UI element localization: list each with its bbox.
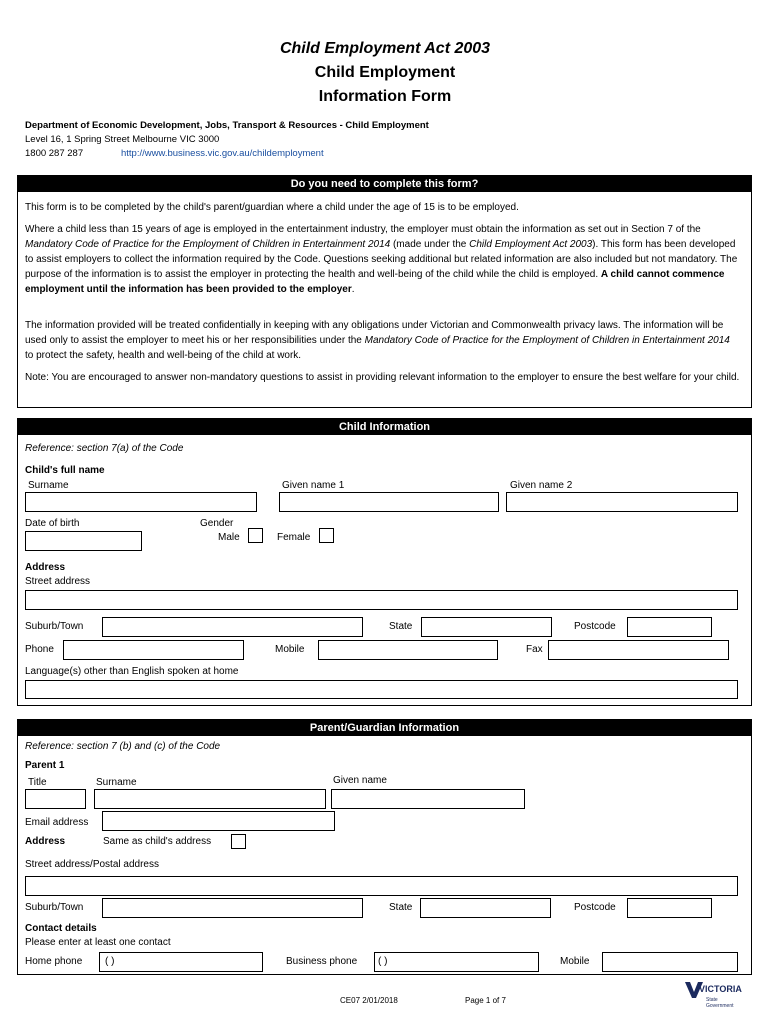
department-website-link[interactable]: http://www.business.vic.gov.au/childemployment	[121, 148, 324, 159]
child-male-checkbox[interactable]	[248, 528, 263, 543]
parent-same-address-checkbox[interactable]	[231, 834, 246, 849]
parent-contact-heading: Contact details	[25, 923, 97, 934]
child-reference: Reference: section 7(a) of the Code	[25, 443, 184, 454]
form-title-line1: Child Employment	[314, 64, 456, 81]
child-given2-input[interactable]	[506, 492, 738, 512]
parent-given-label: Given name	[333, 775, 387, 786]
child-street-label: Street address	[25, 576, 91, 587]
child-dob-label: Date of birth	[25, 518, 80, 529]
child-female-checkbox[interactable]	[319, 528, 334, 543]
parent-suburb-label: Suburb/Town	[25, 902, 84, 913]
child-languages-input[interactable]	[25, 680, 738, 699]
parent-address-heading: Address	[25, 836, 66, 847]
child-male-label: Male	[218, 532, 240, 543]
child-state-input[interactable]	[421, 617, 552, 637]
parent-suburb-input[interactable]	[102, 898, 363, 918]
child-mobile-label: Mobile	[275, 644, 305, 655]
parent-email-input[interactable]	[102, 811, 335, 831]
parent-surname-label: Surname	[96, 777, 137, 788]
form-title-line2: Information Form	[318, 88, 452, 105]
logo-sub1: State	[706, 997, 718, 1003]
child-mobile-input[interactable]	[318, 640, 498, 660]
child-address-heading: Address	[25, 562, 66, 573]
intro-paragraph-2: Where a child less than 15 years of age is employed in the entertainment industry, the employer must obtain the information as set out in Section 7 of the Mandatory Code of Practice for the Employment of Children in Entertainment 2014 (made under the Child Employment Act 2003). This form has been developed to assist employers to collect the information required by the Code. Questions seeking additional but related information are also included but not mandatory. The purpose of the information is to assist the employer in protecting the health and well-being of the child while the child is employed. A child cannot commence employment until the information has been provided to the employer.	[25, 224, 738, 295]
parent-mobile-label: Mobile	[560, 956, 590, 967]
department-address: Level 16, 1 Spring Street Melbourne VIC 3000	[25, 134, 220, 145]
child-heading: Child Information	[18, 419, 751, 435]
department-phone: 1800 287 287	[25, 148, 84, 159]
parent1-label: Parent 1	[25, 760, 65, 771]
home-phone-area-code: ( )	[105, 956, 115, 967]
child-female-label: Female	[277, 532, 311, 543]
intro-heading: Do you need to complete this form?	[18, 176, 751, 192]
child-street-input[interactable]	[25, 590, 738, 610]
child-postcode-input[interactable]	[627, 617, 712, 637]
logo-text: VICTORIA	[699, 984, 742, 994]
department-name: Department of Economic Development, Jobs, Transport & Resources - Child Employment	[25, 120, 429, 131]
parent-title-input[interactable]	[25, 789, 86, 809]
parent-state-input[interactable]	[420, 898, 551, 918]
child-dob-input[interactable]	[25, 531, 142, 551]
child-phone-label: Phone	[25, 644, 54, 655]
parent-home-phone-input[interactable]	[99, 952, 263, 972]
intro-paragraph-4: Note: You are encouraged to answer non-mandatory questions to assist in providing relevant information to the employer to ensure the best welfare for your child.	[25, 372, 740, 383]
page-number: Page 1 of 7	[465, 996, 506, 1005]
logo-sub2: Government	[706, 1003, 734, 1009]
child-section	[17, 418, 752, 706]
child-given2-label: Given name 2	[510, 480, 573, 491]
child-suburb-label: Suburb/Town	[25, 621, 84, 632]
child-fullname-label: Child's full name	[25, 465, 105, 476]
victoria-government-logo	[684, 980, 742, 1010]
child-fax-label: Fax	[526, 644, 543, 655]
child-surname-input[interactable]	[25, 492, 257, 512]
child-given1-input[interactable]	[279, 492, 499, 512]
child-surname-label: Surname	[28, 480, 69, 491]
parent-given-input[interactable]	[331, 789, 525, 809]
intro-paragraph-1: This form is to be completed by the child's parent/guardian where a child under the age of 15 is to be employed.	[25, 202, 519, 213]
parent-street-input[interactable]	[25, 876, 738, 896]
child-postcode-label: Postcode	[574, 621, 616, 632]
parent-email-label: Email address	[25, 817, 89, 828]
parent-title-label: Title	[28, 777, 47, 788]
parent-state-label: State	[389, 902, 413, 913]
child-state-label: State	[389, 621, 413, 632]
victoria-logo-icon	[684, 980, 742, 1010]
child-fax-input[interactable]	[548, 640, 729, 660]
child-suburb-input[interactable]	[102, 617, 363, 637]
act-title: Child Employment Act 2003	[279, 40, 491, 57]
child-languages-label: Language(s) other than English spoken at home	[25, 666, 239, 677]
parent-business-phone-label: Business phone	[286, 956, 358, 967]
parent-postcode-label: Postcode	[574, 902, 616, 913]
parent-contact-note: Please enter at least one contact	[25, 937, 171, 948]
parent-heading: Parent/Guardian Information	[18, 720, 751, 736]
intro-paragraph-3: The information provided will be treated confidentially in keeping with any obligations under Victorian and Commonwealth privacy laws. The information will be used only to assist the employer to meet his or her responsibilities under the Mandatory Code of Practice for the Employment of Children in Entertainment 2014 to protect the safety, health and well-being of the child at work.	[25, 320, 730, 361]
parent-surname-input[interactable]	[94, 789, 326, 809]
parent-postcode-input[interactable]	[627, 898, 712, 918]
child-given1-label: Given name 1	[282, 480, 345, 491]
business-phone-area-code: ( )	[378, 956, 388, 967]
parent-same-address-label: Same as child's address	[103, 836, 212, 847]
parent-street-label: Street address/Postal address	[25, 859, 159, 870]
parent-mobile-input[interactable]	[602, 952, 738, 972]
form-code: CE07 2/01/2018	[340, 996, 398, 1005]
child-phone-input[interactable]	[63, 640, 244, 660]
child-gender-label: Gender	[200, 518, 234, 529]
parent-home-phone-label: Home phone	[25, 956, 83, 967]
parent-reference: Reference: section 7 (b) and (c) of the Code	[25, 741, 221, 752]
parent-business-phone-input[interactable]	[374, 952, 539, 972]
